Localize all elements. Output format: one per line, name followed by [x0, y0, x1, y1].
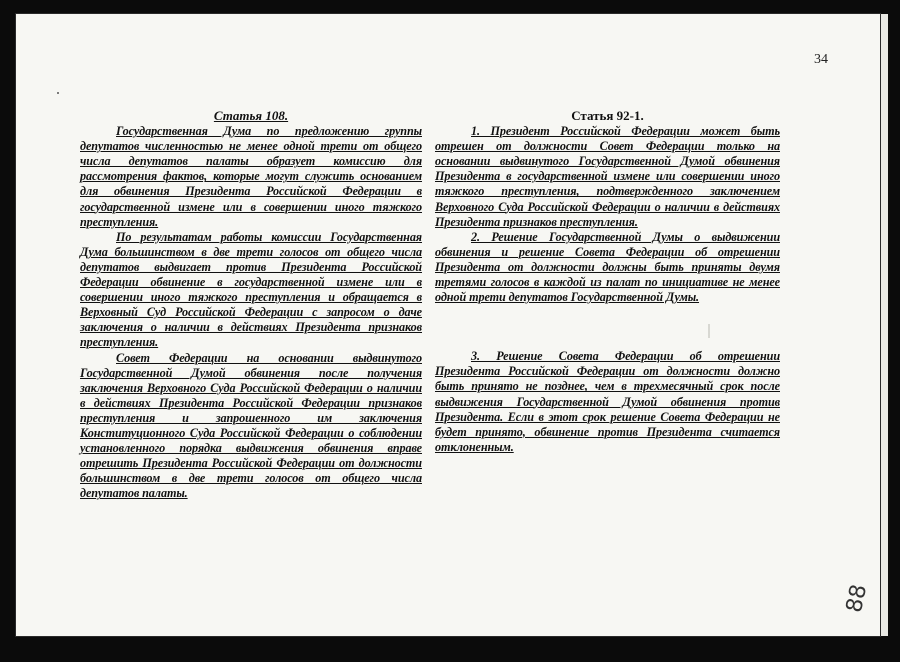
article-108-paragraph-2: По результатам работы комиссии Государственная Дума большинством в две трети голосов от общего числа депутатов выдвигает против Президента Российской Федерации обвинение в государственной измене или в совершении иного тяжкого преступления и обращается в Верховный Суд Российской Федерации с запросом о даче заключения о наличии в действиях Президента признаков преступления.: [80, 229, 422, 350]
article-92-1-paragraph-3: 3. Решение Совета Федерации об отрешении Президента Российской Федерации от должности должно быть принято не позднее, чем в трехмесячный срок после выдвижения Государственной Думой обвинения против Президента. Если в этот срок решение Совета Федерации не будет принято, обвинение против Президента считается отклоненным.: [435, 349, 780, 454]
page-edge-strip: [880, 14, 888, 636]
scan-speck: [57, 92, 59, 94]
article-108-heading: Статья 108.: [213, 108, 289, 123]
article-92-1-paragraph-2: 2. Решение Государственной Думы о выдвижении обвинения и решение Совета Федерации об отрешении Президента от должности должны быть приняты двумя третями голосов в каждой из палат по инициативе не менее одной трети депутатов Государственной Думы.: [435, 229, 780, 305]
article-92-1-heading: Статья 92-1.: [571, 108, 644, 123]
handwritten-page-mark: 88: [841, 582, 873, 615]
paragraph-gap: [435, 305, 780, 349]
right-column: [435, 108, 780, 455]
article-108-paragraph-1: Государственная Дума по предложению группы депутатов численностью не менее одной трети от общего числа депутатов палаты образует комиссию для рассмотрения фактов, которые могут служить основанием для обвинения Президента Российской Федерации в государственной измене или в совершении иного тяжкого преступления.: [80, 124, 422, 229]
article-108-paragraph-3: Совет Федерации на основании выдвинутого Государственной Думой обвинения после получения заключения Верховного Суда Российской Федерации о наличии в действиях Президента Российской Федерации признаков преступления и запрошенного им заключения Конституционного Суда Российской Федерации о соблюдении установленного порядка выдвижения обвинения вправе отрешить Президента Российской Федерации от должности большинством в две трети голосов от общего числа депутатов палаты.: [80, 350, 422, 501]
page-number: 34: [814, 52, 828, 67]
article-92-1-paragraph-1: 1. Президент Российской Федерации может быть отрешен от должности Совет Федерации только на основании выдвинутого Государственной Думой обвинения Президента в государственной измене или совершении иного тяжкого преступления, подтвержденного заключением Верховного Суда Российской Федерации о наличии в действиях Президента признаков преступления.: [435, 124, 780, 229]
left-column: [80, 108, 422, 501]
